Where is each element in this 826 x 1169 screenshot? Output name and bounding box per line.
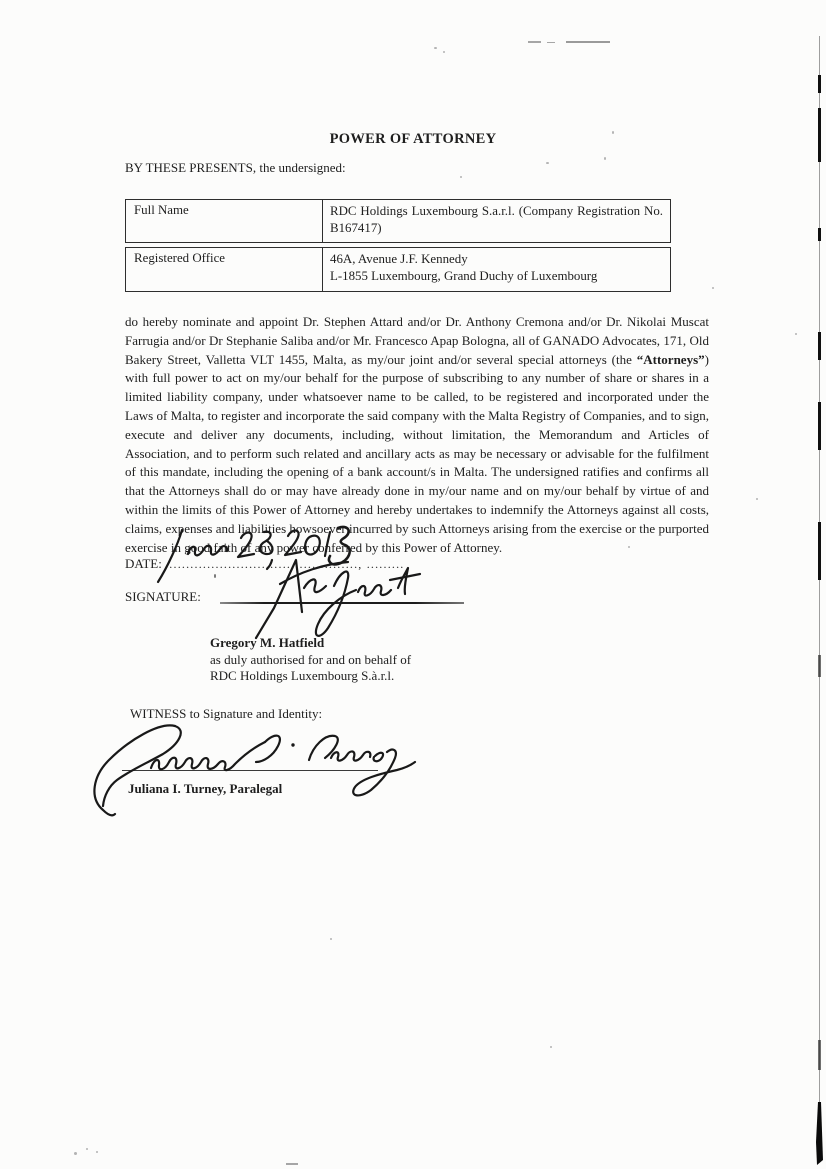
scan-edge-mark [818, 655, 821, 677]
scan-dash-artifact [566, 41, 610, 43]
scan-speck [74, 1152, 77, 1155]
table-row-registered-office [125, 247, 671, 292]
signatory-signature [252, 550, 467, 646]
table-row-full-name [125, 199, 671, 243]
scan-dash-artifact [528, 41, 541, 43]
scan-edge-mark [818, 402, 821, 450]
scan-edge-mark [818, 75, 821, 93]
signatory-capacity: as duly authorised for and on behalf of [210, 651, 412, 667]
page-title: POWER OF ATTORNEY [329, 131, 497, 147]
signatory-block [210, 635, 411, 685]
witness-heading: WITNESS to Signature and Identity: [130, 706, 323, 721]
scan-dash-artifact [547, 42, 555, 43]
date-dotted-line: .............................................., ......... [165, 557, 405, 571]
paragraph-bold-term: “Attorneys” [636, 351, 705, 367]
row-value: RDC Holdings Luxembourg S.a.r.l. (Company Registration No. B167417) [322, 200, 670, 242]
scan-edge-mark [818, 332, 821, 360]
witness-name: Juliana I. Turney, Paralegal [128, 781, 283, 796]
scan-edge-mark [818, 228, 821, 241]
scan-speck [434, 47, 437, 49]
paragraph-text: ) with full power to act on my/our behalf for the purpose of subscribing to any number of share or shares in a limited liability company, under whatsoever name to be called, to be registered and incorporated under the Laws of Malta, to register and incorporate the said company with the Malta Registry of Companies, and to sign, execute and deliver any documents, including, without limitation, the Memorandum and Articles of Association, and to perform such related and ancillary acts as may be necessary or advisable for the fulfilment of this mandate, including the opening of a bank account/s in Malta. The undersigned ratifies and confirms all that the Attorneys shall do or may have already done in my/our name and on my/our behalf by virtue of and within the limits of this Power of Attorney and hereby undertakes to indemnify the Attorneys against all costs, claims, expenses and liabilities howsoever incurred by such Attorneys arising from the exercise or the purported exercise in good faith of any power conferred by this Power of Attorney. [125, 351, 709, 555]
scan-speck [330, 938, 332, 940]
signature-label: SIGNATURE: [125, 589, 201, 604]
date-label: DATE: [125, 556, 162, 571]
intro-line: BY THESE PRESENTS, the undersigned: [125, 160, 346, 175]
address-line-2: L-1855 Luxembourg, Grand Duchy of Luxembourg [330, 268, 598, 283]
scan-edge-wedge [814, 1102, 824, 1166]
scan-speck [460, 176, 462, 178]
witness-signature [85, 714, 417, 820]
scan-speck [86, 1148, 88, 1150]
scan-speck [756, 498, 758, 500]
signatory-company: RDC Holdings Luxembourg S.à.r.l. [210, 668, 395, 683]
scan-speck [795, 333, 797, 335]
signatory-name: Gregory M. Hatfield [210, 635, 325, 650]
address-line-1: 46A, Avenue J.F. Kennedy [330, 252, 468, 266]
scan-dash-artifact [286, 1163, 298, 1165]
row-label: Full Name [134, 203, 189, 217]
body-paragraph [125, 313, 709, 557]
scan-speck [712, 287, 714, 289]
scan-edge-mark [818, 522, 821, 580]
scan-edge-mark [818, 1040, 821, 1070]
scan-speck [550, 1046, 552, 1048]
scan-speck [96, 1151, 98, 1153]
row-value [322, 248, 670, 291]
row-label: Registered Office [134, 251, 226, 265]
signature-line-label [125, 589, 201, 605]
scan-speck [443, 51, 445, 53]
paragraph-text: do hereby nominate and appoint Dr. Stephen Attard and/or Dr. Anthony Cremona and/or Dr. Nikolai Muscat Farrugia and/or Dr Stephanie Saliba and/or Mr. Francesco Apap Bologna, all of GANADO Advocates, 171, Old Bakery Street, Valletta VLT 1455, Malta, as my/our joint and/or several special attorneys (the [125, 314, 709, 367]
scan-speck [604, 157, 606, 160]
scan-speck [546, 162, 549, 164]
